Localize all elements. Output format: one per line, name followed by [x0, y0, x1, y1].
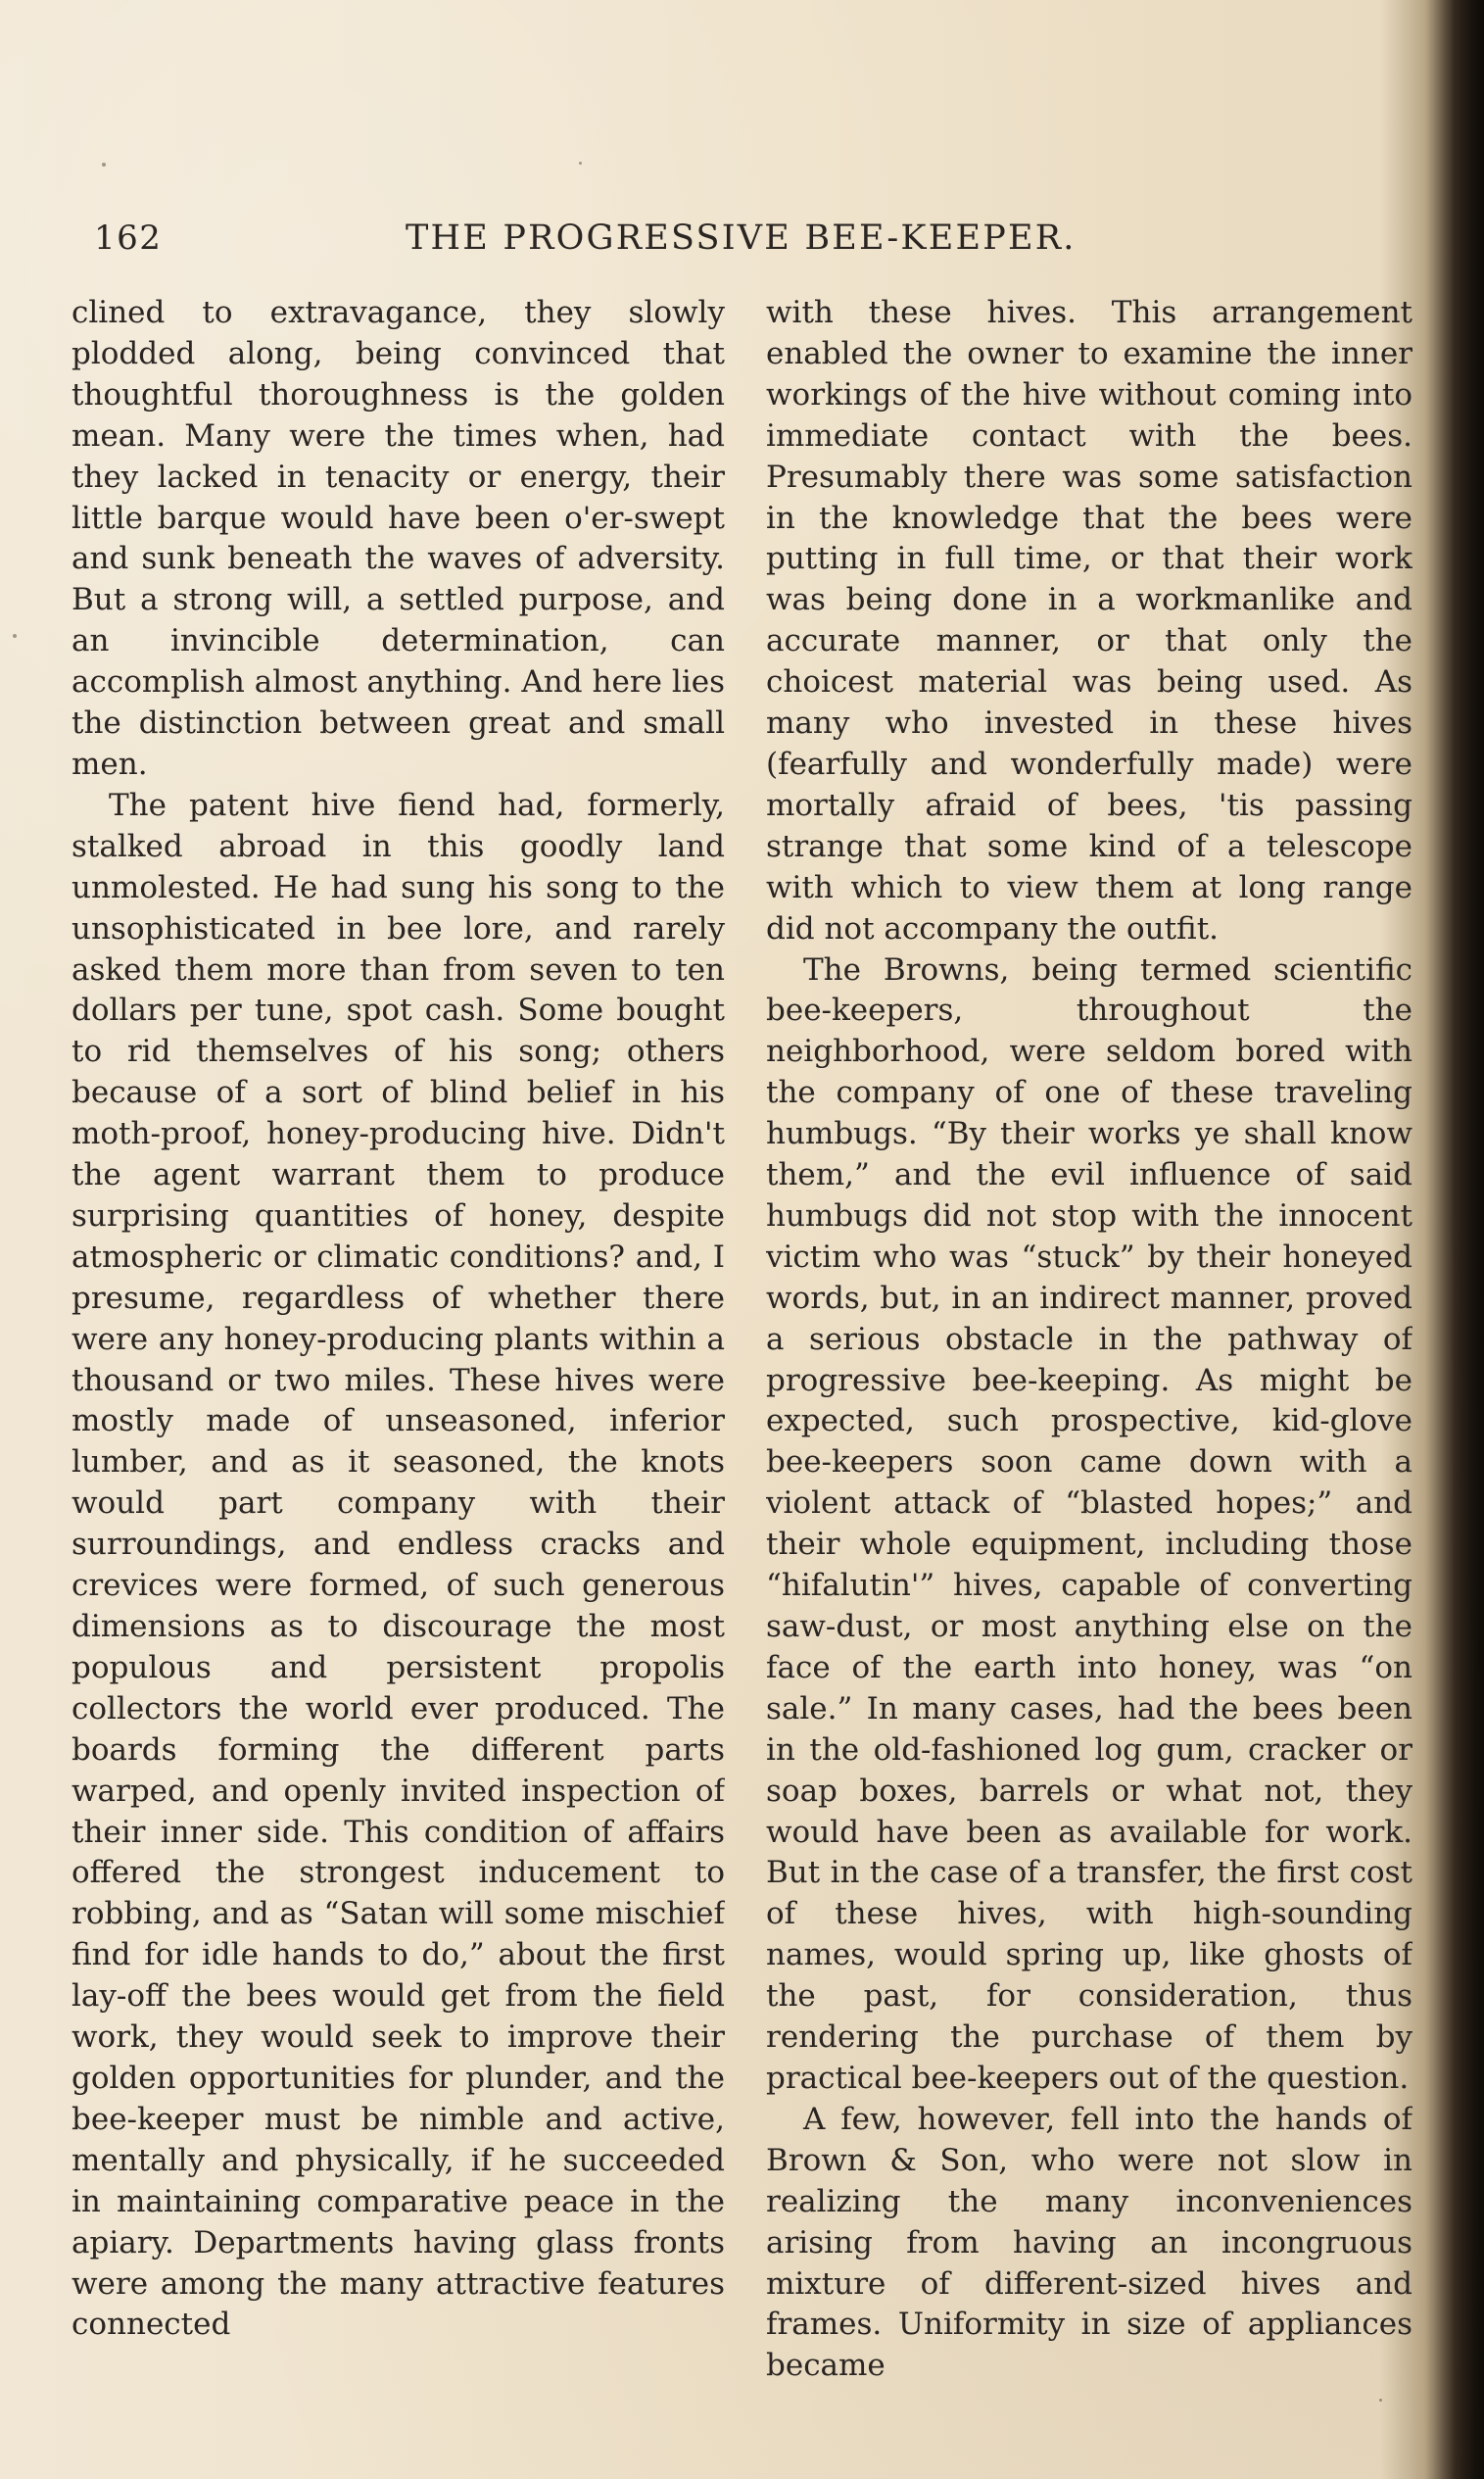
right-column-paragraph-2: The Browns, being termed scientific bee-keepers, throughout the neighborhood, were seldom bored with the company of one of these traveling humbugs. “By their works ye shall know them,” and the evil influence of said humbugs did not stop with the innocent victim who was “stuck” by their honeyed words, but, in an indirect manner, proved a serious obstacle in the pathway of progressive bee-keeping. As might be expected, such prospective, kid-glove bee-keepers soon came down with a violent attack of “blasted hopes;” and their whole equipment, including those “hifalutin'” hives, capable of converting saw-dust, or most anything else on the face of the earth into honey, was “on sale.” In many cases, had the bees been in the old-fashioned log gum, cracker or soap boxes, barrels or what not, they would have been as available for work. But in the case of a transfer, the first cost of these hives, with high-sounding names, would spring up, like ghosts of the past, for consideration, thus rendering the purchase of them by practical bee-keepers out of the question. — [766, 951, 1412, 2096]
page-header — [94, 219, 1077, 267]
right-text-column — [766, 293, 1412, 2390]
left-column-paragraph-1: clined to extravagance, they slowly plodded along, being convinced that thoughtful thoroughness is the golden mean. Many were the times when, had they lacked in tenacity or energy, their little barque would have been o'er-swept and sunk beneath the waves of adversity. But a strong will, a settled purpose, and an invincible determination, can accomplish almost anything. And here lies the distinction between great and small men. — [72, 295, 725, 782]
paper-speck — [1379, 2399, 1382, 2402]
paper-speck — [13, 634, 17, 638]
running-title: THE PROGRESSIVE BEE-KEEPER. — [406, 219, 1077, 258]
right-column-paragraph-3: A few, however, fell into the hands of Brown & Son, who were not slow in realizing the many inconveniences arising from having an incongruous mixture of different-sized hives and frames. Uniformity in size of appliances became — [766, 2101, 1412, 2384]
paper-speck — [579, 162, 582, 165]
left-column-paragraph-2: The patent hive fiend had, formerly, stalked abroad in this goodly land unmolested. He had sung his song to the unsophisticated in bee lore, and rarely asked them more than from seven to ten dollars per tune, spot cash. Some bought to rid themselves of his song; others because of a sort of blind belief in his moth-proof, honey-producing hive. Didn't the agent warrant them to produce surprising quantities of honey, despite atmospheric or climatic conditions? and, I presume, regardless of whether there were any honey-producing plants within a thousand or two miles. These hives were mostly made of unseasoned, inferior lumber, and as it seasoned, the knots would part company with their surroundings, and endless cracks and crevices were formed, of such generous dimensions as to discourage the most populous and persistent propolis collectors the world ever produced. The boards forming the different parts warped, and openly invited inspection of their inner side. This condition of affairs offered the strongest inducement to robbing, and as “Satan will some mischief find for idle hands to do,” about the first lay-off the bees would get from the field work, they would seek to improve their golden opportunities for plunder, and the bee-keeper must be nimble and active, mentally and physically, if he succeeded in maintaining comparative peace in the apiary. Departments having glass fronts were among the many attractive features connected — [72, 787, 725, 2343]
page-number: 162 — [94, 219, 163, 258]
left-text-column — [72, 293, 725, 2390]
right-column-paragraph-1: with these hives. This arrangement enabled the owner to examine the inner workings of the hive without coming into immediate contact with the bees. Presumably there was some satisfaction in the knowledge that the bees were putting in full time, or that their work was being done in a workmanlike and accurate manner, or that only the choicest material was being used. As many who invested in these hives (fearfully and wonderfully made) were mortally afraid of bees, 'tis passing strange that some kind of a telescope with which to view them at long range did not accompany the outfit. — [766, 295, 1412, 947]
paper-speck — [102, 163, 106, 167]
book-spine-shadow — [1433, 0, 1484, 2479]
